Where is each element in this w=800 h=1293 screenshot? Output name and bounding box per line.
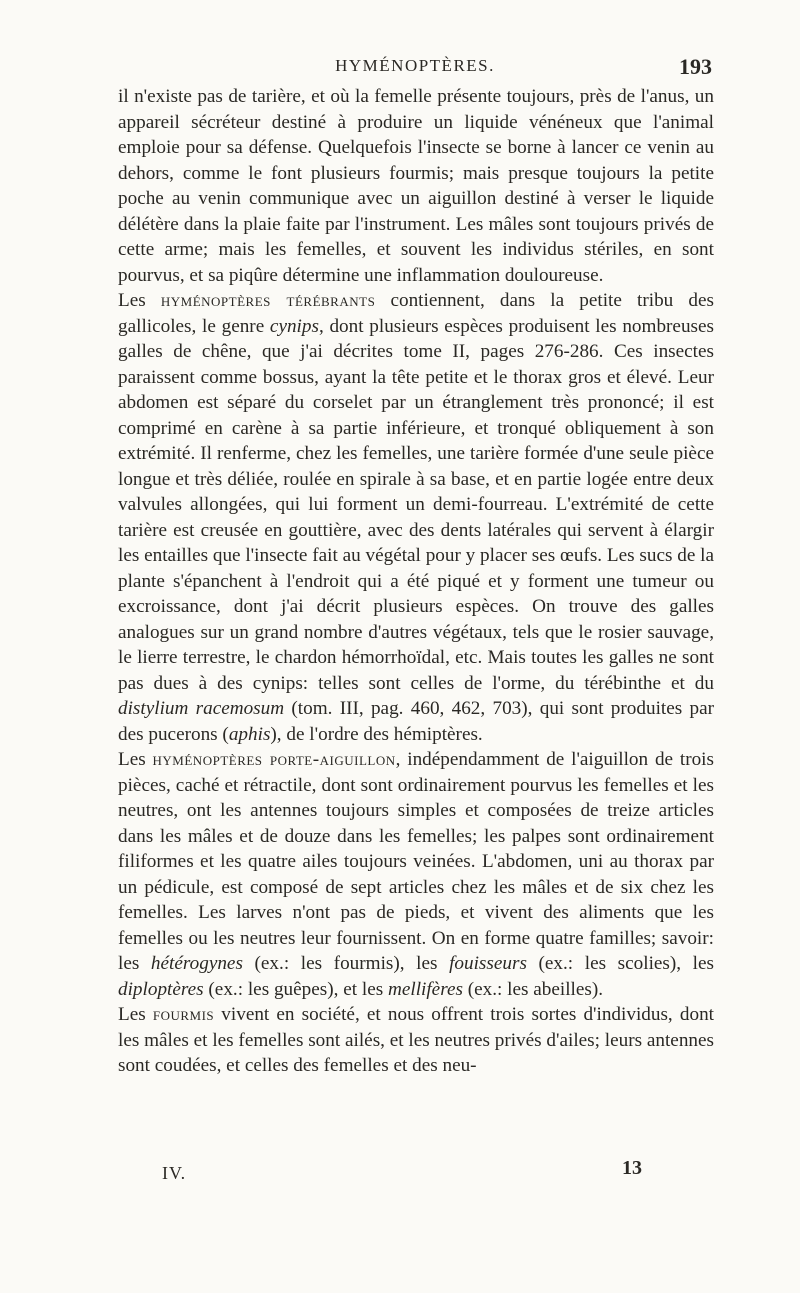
- italic-term: mellifères: [387, 978, 463, 1000]
- text-run: (ex.: les fourmis), les: [242, 953, 450, 974]
- text-run: , indépendamment de l'aiguillon de trois pièces, caché et rétractile, dont sont ordinairement pourvus les femelles et les neutres, ont les antennes toujours simples et composées de treize articles dans les mâles et de douze dans les femelles; les palpes sont ordinairement filiformes et les quatre ailes toujours veinées. L'abdomen, uni au thorax par un pédicule, est composé de sept articles chez les mâles et de six chez les femelles. Les larves n'ont pas de pieds, et vivent des aliments que les femelles ou les neutres leur fournissent. On en forme quatre familles; savoir: les: [118, 749, 714, 974]
- signature-number: 13: [622, 1157, 642, 1179]
- italic-term: distylium racemosum: [118, 698, 285, 719]
- italic-term: diploptères: [118, 978, 204, 1000]
- body-text: [118, 84, 714, 1079]
- smallcaps-term: fourmis: [152, 1004, 215, 1025]
- italic-term: aphis: [228, 723, 271, 745]
- text-run: (ex.: les abeilles).: [462, 978, 604, 1000]
- italic-term: fouisseurs: [449, 953, 527, 974]
- smallcaps-term: hyménoptères porte-aiguillon: [152, 749, 396, 770]
- text-run: il n'existe pas de tarière, et où la femelle présente toujours, près de l'anus, un appareil sécréteur destiné à produire un liquide vénéneux que l'animal emploie pour sa défense. Quelquefois l'insecte se borne à lancer ce venin au dehors, comme le font plusieurs fourmis; mais presque toujours la petite poche au venin communique avec un aiguillon destiné à verser le liquide délétère dans la plaie faite par l'instrument. Les mâles sont toujours privés de cette arme; mais les femelles, et souvent les individus stériles, en sont pourvus, et sa piqûre détermine une inflammation douloureuse.: [118, 86, 714, 286]
- text-run: (ex.: les guêpes), et les: [203, 978, 388, 1000]
- paragraph: [118, 1002, 714, 1079]
- running-head: [118, 56, 712, 82]
- text-run: Les: [118, 290, 161, 311]
- italic-term: cynips: [269, 315, 319, 337]
- page-number: 193: [679, 54, 712, 79]
- text-run: Les: [118, 1004, 153, 1025]
- paragraph: [118, 84, 714, 288]
- italic-term: hétérogynes: [150, 953, 243, 974]
- running-title: HYMÉNOPTÈRES.: [335, 56, 495, 75]
- text-run: vivent en société, et nous offrent trois sortes d'individus, dont les mâles et les femelles sont ailés, et les neutres privés d'ailes; leurs antennes sont coudées, et celles des femelles et des neu-: [118, 1004, 714, 1076]
- text-run: ), de l'ordre des hémiptères.: [270, 723, 483, 745]
- signature-mark: IV.: [162, 1163, 187, 1183]
- paragraph: [118, 288, 714, 747]
- page-footer: [162, 1157, 642, 1189]
- text-run: , dont plusieurs espèces produisent les nombreuses galles de chêne, que j'ai décrites tome II, pages 276-286. Ces insectes paraissent comme bossus, ayant la tête petite et le thorax gros et élevé. Leur abdomen est séparé du corselet par un étranglement très prononcé; il est comprimé en carène à sa partie inférieure, et tronqué obliquement à son extrémité. Il renferme, chez les femelles, une tarière formée d'une seule pièce longue et très déliée, roulée en spirale à sa base, et en partie logée entre deux valvules allongées, qui lui forment un demi-fourreau. L'extrémité de cette tarière est creusée en gouttière, avec des dents latérales qui servent à élargir les entailles que l'insecte fait au végétal pour y placer ses œufs. Les sucs de la plante s'épanchent à l'endroit qui a été piqué et y forment une tumeur ou excroissance, dont j'ai décrit plusieurs espèces. On trouve des galles analogues sur un grand nombre d'autres végétaux, tels que le rosier sauvage, le lierre terrestre, le chardon hémorrhoïdal, etc. Mais toutes les galles ne sont pas dues à des cynips: telles sont celles de l'orme, du térébinthe et du: [118, 315, 714, 694]
- smallcaps-term: hyménoptères térébrants: [160, 290, 376, 311]
- text-run: Les: [118, 749, 153, 770]
- paragraph: [118, 747, 714, 1002]
- text-run: (tom. III, pag. 460, 462, 703), qui sont produites par des pucerons (: [118, 698, 715, 745]
- text-run: contiennent, dans la petite tribu des gallicoles, le genre: [118, 290, 714, 337]
- text-run: (ex.: les scolies), les: [526, 953, 714, 974]
